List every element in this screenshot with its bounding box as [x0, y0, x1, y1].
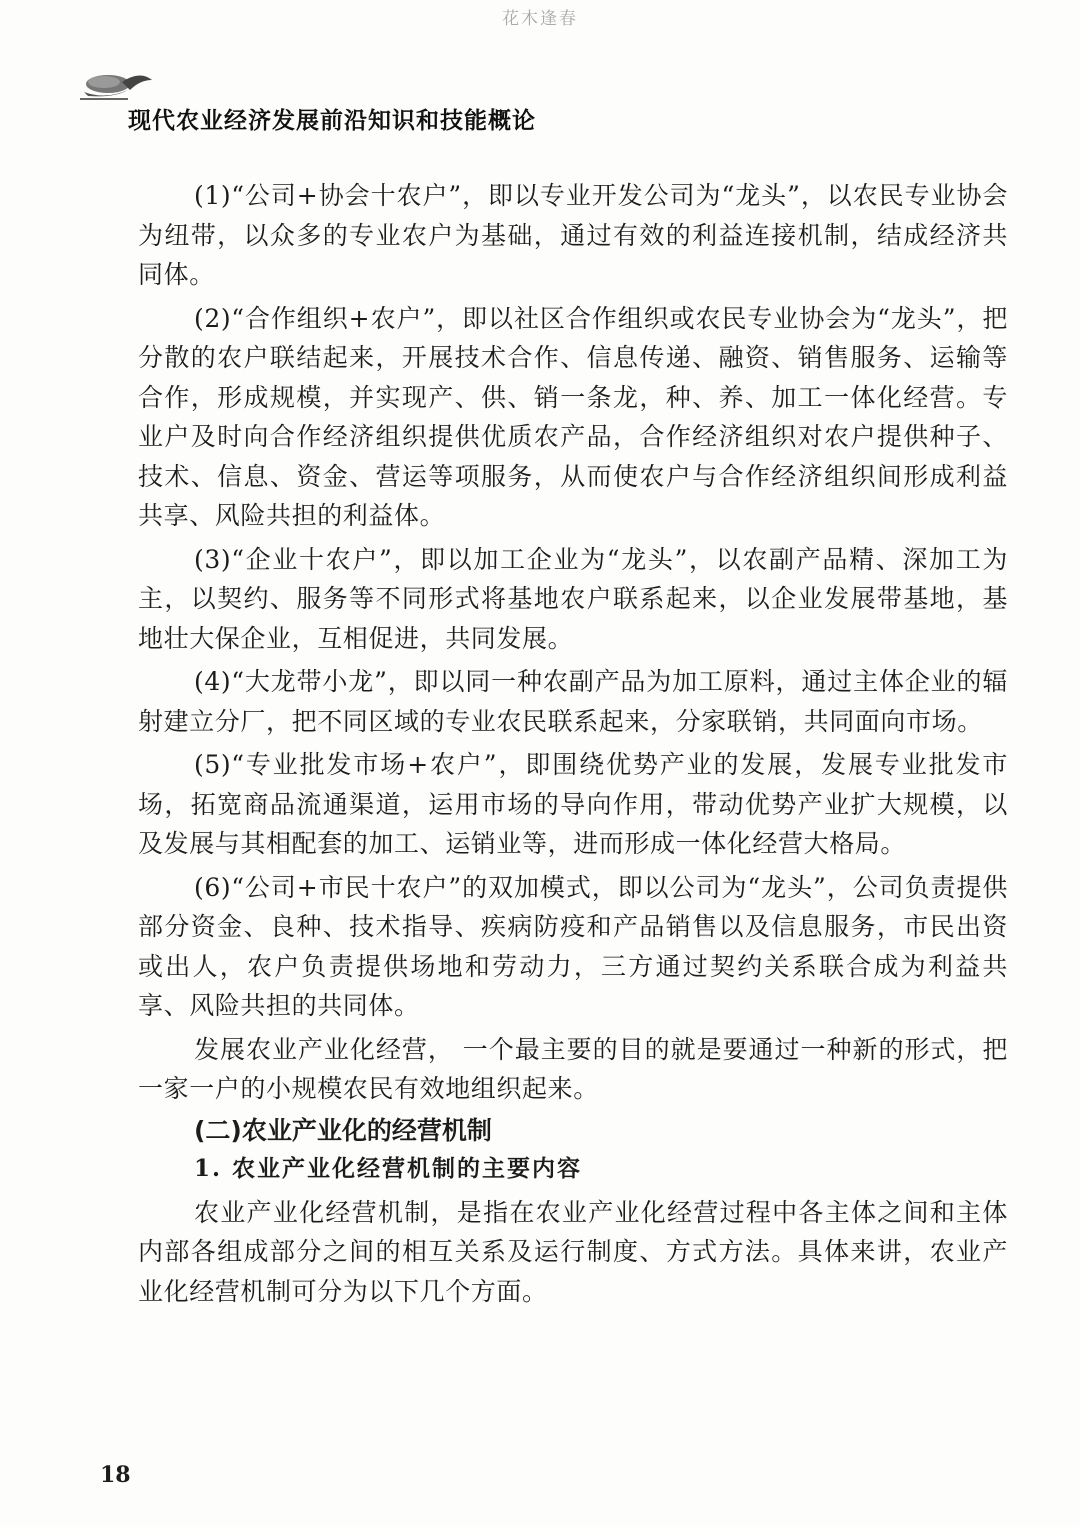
paragraph-model-4: (4)“大龙带小龙”，即以同一种农副产品为加工原料，通过主体企业的辐射建立分厂，把不同区域的专业农民联系起来，分家联销，共同面向市场。 — [138, 667, 1008, 736]
section-heading: (二)农业产业化的经营机制 — [194, 1115, 492, 1145]
paragraph-mechanism: 农业产业化经营机制，是指在农业产业化经营过程中各主体之间和主体内部各组成部分之间的相互关系及运行制度、方式方法。具体来讲，农业产业化经营机制可分为以下几个方面。 — [138, 1197, 1008, 1306]
paragraph-model-5: (5)“专业批发市场+农户”，即围绕优势产业的发展，发展专业批发市场，拓宽商品流通渠道，运用市场的导向作用，带动优势产业扩大规模，以及发展与其相配套的加工、运销业等，进而形成一体化经营大格局。 — [138, 750, 1008, 858]
header-book-title: 现代农业经济发展前沿知识和技能概论 — [128, 108, 536, 134]
page-number: 18 — [100, 1462, 131, 1488]
page-body — [138, 176, 1008, 1315]
paragraph-model-1: (1)“公司+协会十农户”，即以专业开发公司为“龙头”，以农民专业协会为纽带，以众多的专业农户为基础，通过有效的利益连接机制，结成经济共同体。 — [138, 181, 1008, 289]
paragraph-model-6: (6)“公司+市民十农户”的双加模式，即以公司为“龙头”，公司负责提供部分资金、良种、技术指导、疾病防疫和产品销售以及信息服务，市民出资或出人，农户负责提供场地和劳动力，三方通过契约关系联合成为利益共享、风险共担的共同体。 — [138, 872, 1008, 1020]
subsection-heading: 1. 农业产业化经营机制的主要内容 — [194, 1154, 583, 1182]
watermark: 花木逢春 — [502, 9, 578, 29]
paragraph-model-2: (2)“合作组织+农户”，即以社区合作组织或农民专业协会为“龙头”，把分散的农户联结起来，开展技术合作、信息传递、融资、销售服务、运输等合作，形成规模，并实现产、供、销一条龙，种、养、加工一体化经营。专业户及时向合作经济组织提供优质农产品，合作经济组织对农户提供种子、技术、信息、资金、营运等项服务，从而使农户与合作经济组织间形成利益共享、风险共担的利益体。 — [138, 303, 1008, 530]
paragraph-summary: 发展农业产业化经营， 一个最主要的目的就是要通过一种新的形式，把一家一户的小规模农民有效地组织起来。 — [138, 1034, 1008, 1103]
running-header — [74, 66, 1014, 138]
paragraph-model-3: (3)“企业十农户”，即以加工企业为“龙头”，以农副产品精、深加工为主，以契约、服务等不同形式将基地农户联系起来，以企业发展带基地，基地壮大保企业，互相促进，共同发展。 — [138, 544, 1008, 653]
